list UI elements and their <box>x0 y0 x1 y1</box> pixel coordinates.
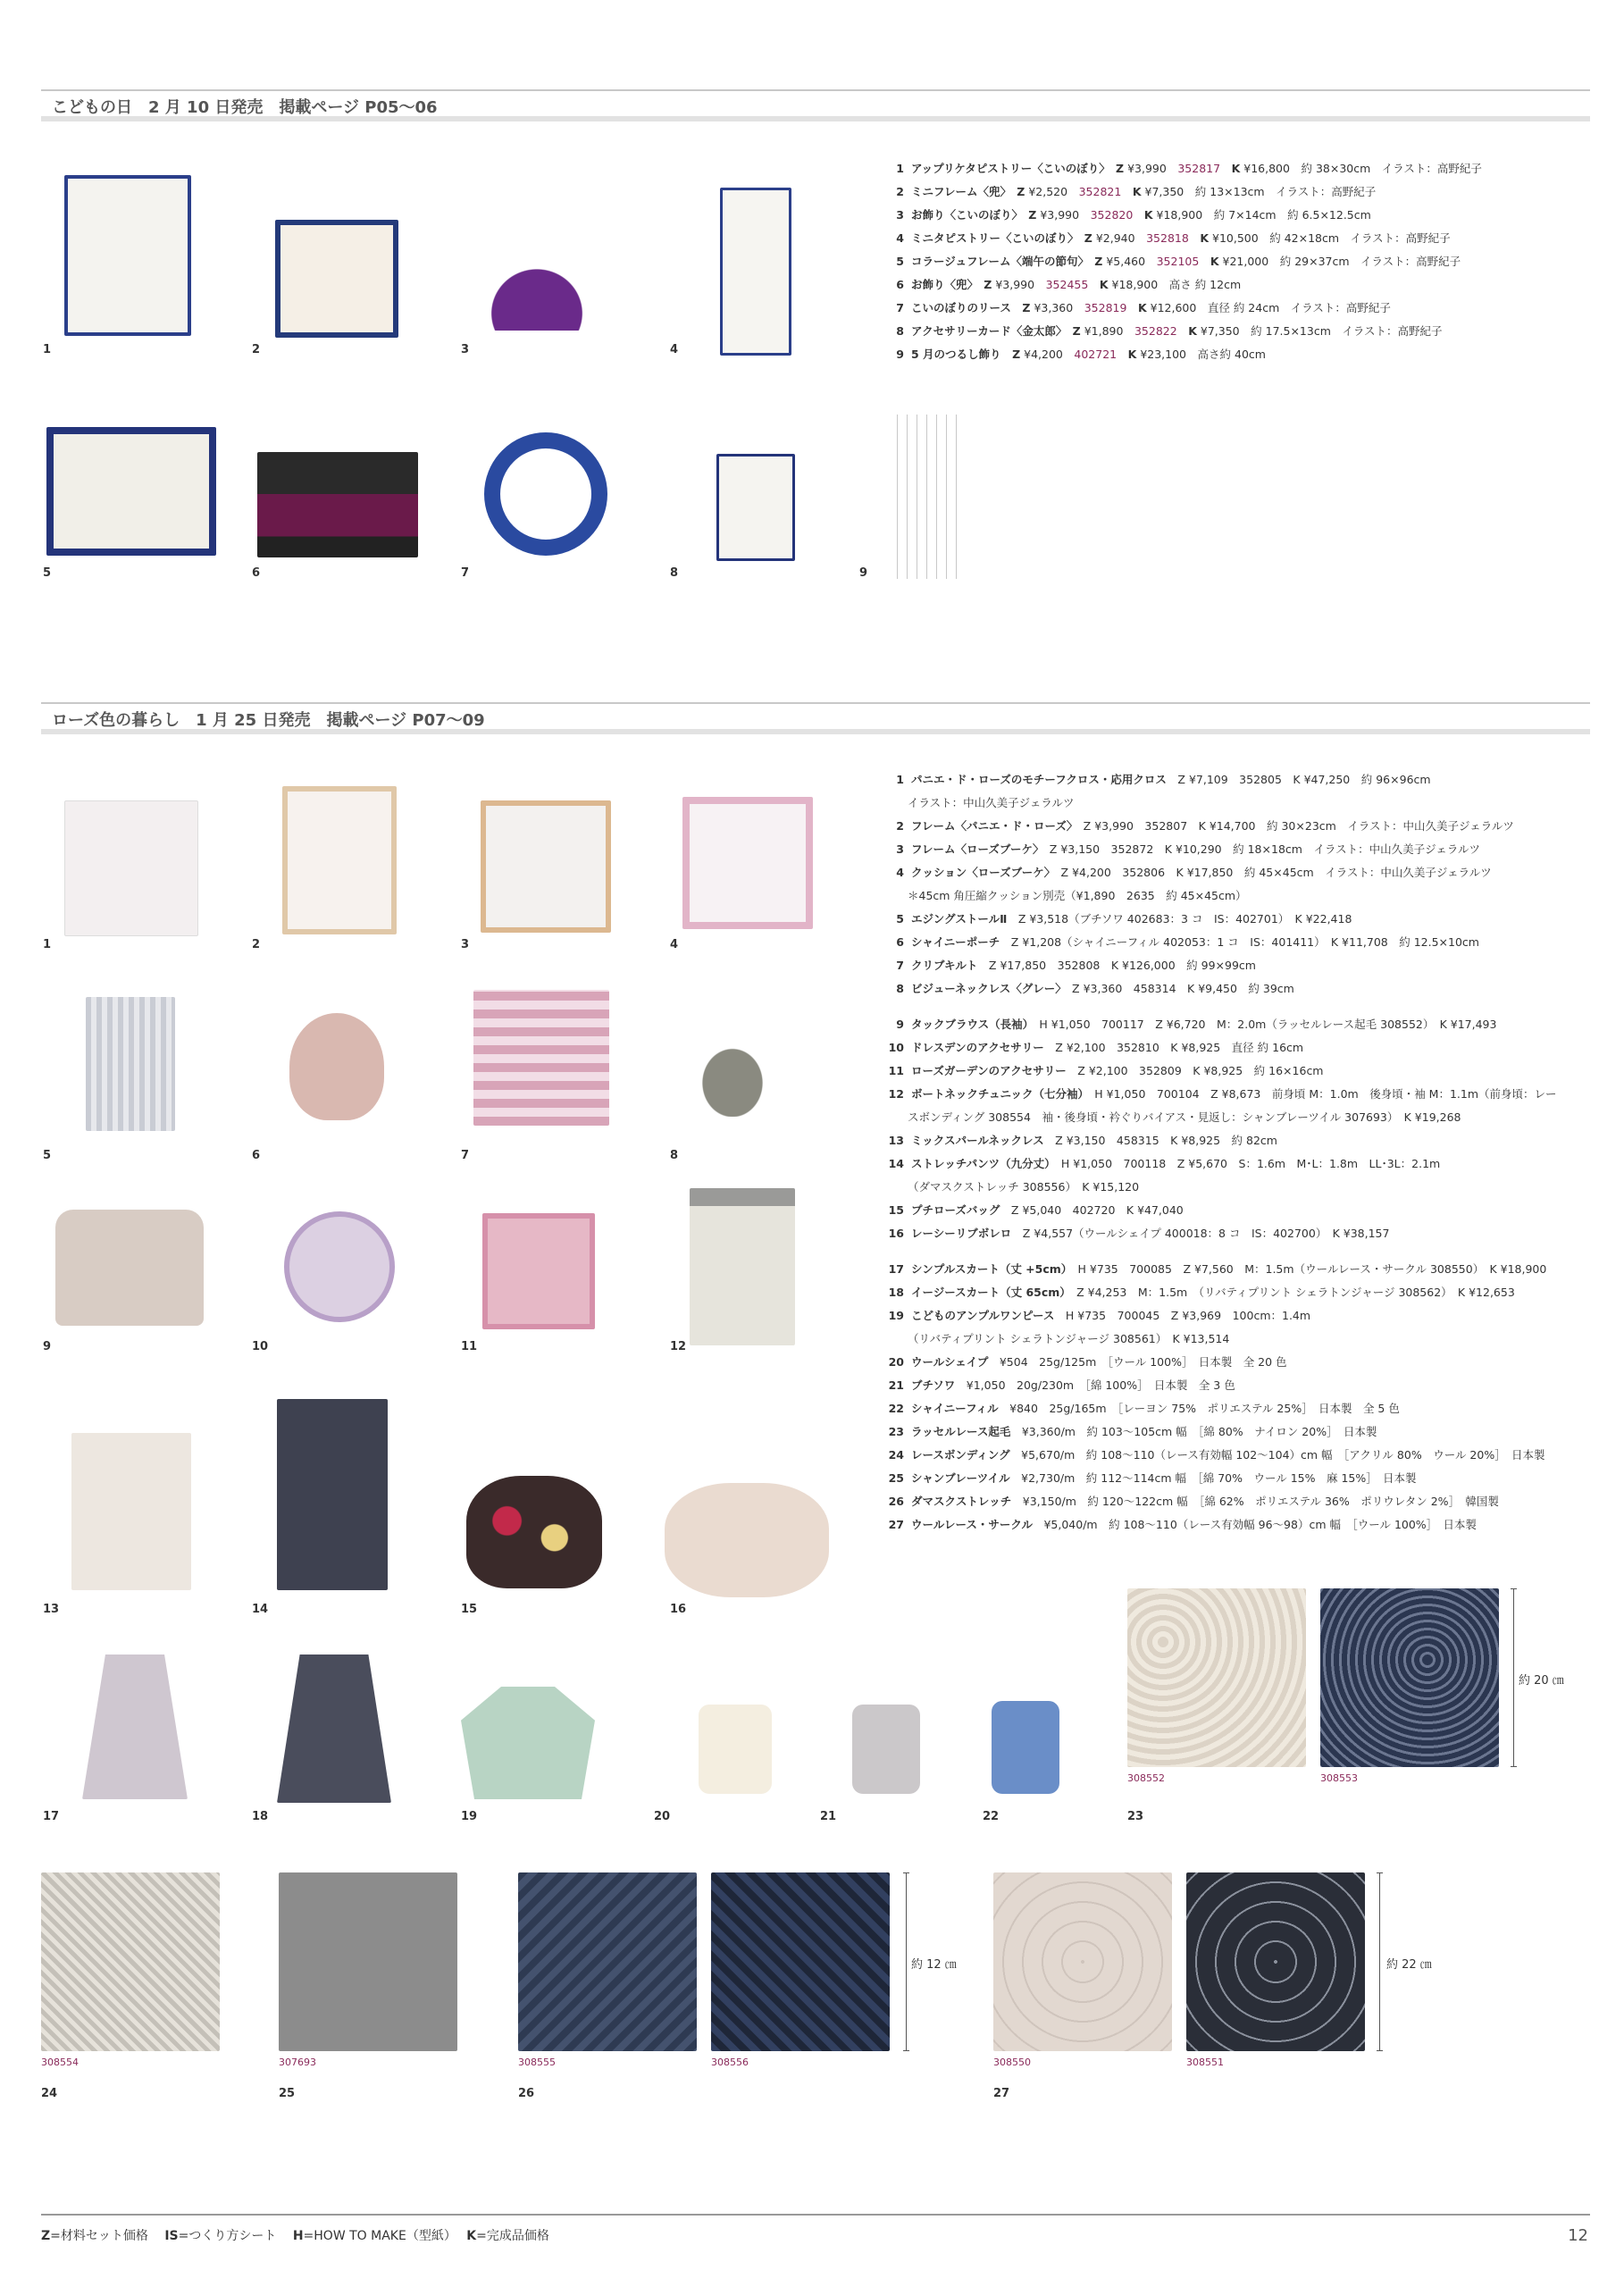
list-item: 4 クッション〈ローズブーケ〉 Z ¥4,200 352806 K ¥17,850 約 45×45cm イラスト：中山久美子ジェラルツ <box>896 866 1492 879</box>
item-number: 1 <box>43 938 52 951</box>
product-image-dresden-accessory[interactable] <box>284 1211 395 1322</box>
product-image-edging-stole[interactable] <box>86 997 175 1131</box>
product-image-simple-skirt[interactable] <box>82 1655 188 1799</box>
product-image-koinobori-wreath[interactable] <box>484 432 607 556</box>
price-legend: Z=材料セット価格 IS=つくり方シート H=HOW TO MAKE（型紙） K=完成品価格 <box>41 2229 549 2243</box>
list-item: 21 ブチソワ ¥1,050 20g/230m ［綿 100%］ 日本製 全 3 色 <box>888 1378 1235 1392</box>
product-image-collage-frame[interactable] <box>46 427 216 556</box>
list-item: 19 こどものアンプルワンピース H ¥735 700045 Z ¥3,969 100cm：1.4m <box>888 1309 1311 1322</box>
item-number: 4 <box>670 343 679 356</box>
list-item-continuation: （リバティプリント シェラトンジャージ 308561） K ¥13,514 <box>908 1332 1230 1345</box>
list-item: 14 ストレッチパンツ（九分丈） H ¥1,050 700118 Z ¥5,670 S：1.6m M･L：1.8m LL･3L：2.1m <box>888 1157 1441 1170</box>
product-image-kabuto-ornament[interactable] <box>257 452 418 557</box>
product-image-petit-rose-bag[interactable] <box>466 1476 602 1588</box>
section-header-kodomo <box>41 89 1590 121</box>
fabric-code: 308554 <box>41 2057 79 2068</box>
fabric-code: 308553 <box>1320 1772 1358 1784</box>
list-item: 20 ウールシェイプ ¥504 25g/125m ［ウール 100%］ 日本製 全 20 色 <box>888 1355 1287 1369</box>
list-item: 3 フレーム〈ローズブーケ〉 Z ¥3,150 352872 K ¥10,290 約 18×18cm イラスト：中山久美子ジェラルツ <box>896 842 1480 856</box>
product-image-stretch-pants[interactable] <box>277 1399 388 1590</box>
section-title: こどもの日 2 月 10 日発売 掲載ページ P05〜06 <box>52 98 438 117</box>
item-number: 10 <box>252 1340 269 1353</box>
fabric-code: 308552 <box>1127 1772 1165 1784</box>
list-item-continuation: （ダマスクストレッチ 308556） K ¥15,120 <box>908 1180 1140 1194</box>
list-item: 5 エジングストールⅡ Z ¥3,518（ブチソワ 402683：3 コ IS：402701） K ¥22,418 <box>896 912 1352 926</box>
product-image-kabuto-frame[interactable] <box>275 220 398 338</box>
fabric-code: 308555 <box>518 2057 556 2068</box>
item-number: 1 <box>43 343 52 356</box>
item-number: 5 <box>43 566 52 580</box>
item-number: 22 <box>983 1810 1000 1823</box>
list-item: 11 ローズガーデンのアクセサリー Z ¥2,100 352809 K ¥8,925 約 16×16cm <box>888 1064 1324 1077</box>
product-image-frame-bouquet[interactable] <box>481 800 611 933</box>
page-number: 12 <box>1568 2226 1588 2245</box>
item-number: 27 <box>993 2087 1010 2100</box>
fabric-swatch-damask-stretch-a[interactable] <box>518 1872 697 2051</box>
list-item: 1 アップリケタピストリー〈こいのぼり〉 Z ¥3,990 352817 K ¥16,800 約 38×30cm イラスト：高野紀子 <box>896 162 1482 175</box>
item-number: 2 <box>252 938 261 951</box>
list-item: 2 ミニフレーム〈兜〉 Z ¥2,520 352821 K ¥7,350 約 13×13cm イラスト：高野紀子 <box>896 185 1377 198</box>
fabric-swatch-lace-bonding[interactable] <box>41 1872 220 2051</box>
item-number: 23 <box>1127 1810 1144 1823</box>
product-image-petit-soie-yarn[interactable] <box>852 1705 920 1794</box>
product-image-accessory-card[interactable] <box>716 454 795 561</box>
item-number: 6 <box>252 1149 261 1162</box>
item-number: 9 <box>859 566 868 580</box>
fabric-swatch-raschel-lace-beige[interactable] <box>1127 1588 1306 1767</box>
item-number: 25 <box>279 2087 296 2100</box>
fabric-code: 307693 <box>279 2057 316 2068</box>
list-item: 3 お飾り〈こいのぼり〉 Z ¥3,990 352820 K ¥18,900 約 7×14cm 約 6.5×12.5cm <box>896 208 1371 222</box>
list-item: 27 ウールレース・サークル ¥5,040/m 約 108〜110（レース有効幅 96〜98）cm 幅 ［ウール 100%］ 日本製 <box>888 1518 1477 1531</box>
product-image-lacy-rib-bolero[interactable] <box>665 1483 829 1597</box>
item-number: 7 <box>461 1149 470 1162</box>
item-number: 7 <box>461 566 470 580</box>
fabric-swatch-damask-stretch-b[interactable] <box>711 1872 890 2051</box>
item-number: 20 <box>654 1810 671 1823</box>
list-item: 7 こいのぼりのリース Z ¥3,360 352819 K ¥12,600 直径 約 24cm イラスト：高野紀子 <box>896 301 1391 314</box>
item-number: 15 <box>461 1603 478 1616</box>
dimension-label: 約 12 ㎝ <box>911 1958 957 1972</box>
fabric-code: 308551 <box>1186 2057 1224 2068</box>
list-item: 6 シャイニーポーチ Z ¥1,208（シャイニーフィル 402053：1 コ IS：401411） K ¥11,708 約 12.5×10cm <box>896 935 1479 949</box>
product-image-shiny-pouch[interactable] <box>289 1013 384 1120</box>
item-number: 13 <box>43 1603 60 1616</box>
item-number: 2 <box>252 343 261 356</box>
product-image-motif-cloth[interactable] <box>64 800 198 936</box>
fabric-swatch-chambray-twill[interactable] <box>279 1872 457 2051</box>
dimension-label: 約 22 ㎝ <box>1386 1958 1432 1972</box>
item-number: 9 <box>43 1340 52 1353</box>
item-number: 6 <box>252 566 261 580</box>
product-image-tuck-blouse[interactable] <box>55 1210 204 1326</box>
list-item-continuation: ＊45cm 角圧縮クッション別売（¥1,890 2635 約 45×45cm） <box>908 889 1247 902</box>
fabric-swatch-wool-lace-circle-beige[interactable] <box>993 1872 1172 2051</box>
item-number: 24 <box>41 2087 58 2100</box>
item-number: 11 <box>461 1340 478 1353</box>
item-number: 4 <box>670 938 679 951</box>
dimension-label: 約 20 ㎝ <box>1519 1674 1564 1688</box>
section2-item-list <box>886 768 1592 1537</box>
product-image-koinobori-tapestry[interactable] <box>64 175 191 336</box>
product-image-crib-quilt[interactable] <box>473 990 609 1126</box>
product-image-bijou-necklace[interactable] <box>686 1004 802 1117</box>
list-item: 22 シャイニーフィル ¥840 25g/165m ［レーヨン 75% ポリエステル 25%］ 日本製 全 5 色 <box>888 1402 1400 1415</box>
list-item: 9 5 月のつるし飾り Z ¥4,200 402721 K ¥23,100 高さ約 40cm <box>896 348 1266 361</box>
product-image-rose-garden-accessory[interactable] <box>482 1213 595 1329</box>
item-number: 12 <box>670 1340 687 1353</box>
list-item: 2 フレーム〈パニエ・ド・ローズ〉 Z ¥3,990 352807 K ¥14,700 約 30×23cm イラスト：中山久美子ジェラルツ <box>896 819 1514 833</box>
list-item: 4 ミニタピストリー〈こいのぼり〉 Z ¥2,940 352818 K ¥10,500 約 42×18cm イラスト：高野紀子 <box>896 231 1451 245</box>
list-item: 12 ボートネックチュニック（七分袖） H ¥1,050 700104 Z ¥8,673 前身頃 M：1.0m 後身頃・袖 M：1.1m（前身頃：レー <box>888 1087 1557 1101</box>
list-item: 8 アクセサリーカード〈金太郎〉 Z ¥1,890 352822 K ¥7,350 約 17.5×13cm イラスト：高野紀子 <box>896 324 1443 338</box>
footer-rule <box>41 2214 1590 2216</box>
section-header-rose <box>41 702 1590 734</box>
dimension-bracket <box>1504 1588 1514 1767</box>
item-number: 26 <box>518 2087 535 2100</box>
fabric-swatch-wool-lace-circle-navy[interactable] <box>1186 1872 1365 2051</box>
product-image-mini-tapestry[interactable] <box>720 188 791 356</box>
list-item: 13 ミックスパールネックレス Z ¥3,150 458315 K ¥8,925 約 82cm <box>888 1134 1277 1147</box>
item-number: 17 <box>43 1810 60 1823</box>
product-image-pearl-necklace[interactable] <box>71 1433 191 1590</box>
section1-item-list <box>886 157 1592 366</box>
item-number: 8 <box>670 1149 679 1162</box>
list-item: 17 シンプルスカート（丈 +5cm） H ¥735 700085 Z ¥7,560 M：1.5m（ウールレース・サークル 308550） K ¥18,900 <box>888 1262 1547 1276</box>
list-item: 18 イージースカート（丈 65cm） Z ¥4,253 M：1.5m （リバティプリント シェラトンジャージ 308562） K ¥12,653 <box>888 1286 1515 1299</box>
section-title: ローズ色の暮らし 1 月 25 日発売 掲載ページ P07〜09 <box>52 711 485 730</box>
fabric-swatch-raschel-lace-navy[interactable] <box>1320 1588 1499 1767</box>
item-number: 19 <box>461 1810 478 1823</box>
product-image-tsurushi-kazari[interactable] <box>888 415 959 579</box>
fabric-code: 308550 <box>993 2057 1031 2068</box>
item-number: 16 <box>670 1603 687 1616</box>
item-number: 18 <box>252 1810 269 1823</box>
product-image-boatneck-tunic[interactable] <box>690 1188 795 1345</box>
list-item: 7 クリブキルト Z ¥17,850 352808 K ¥126,000 約 99×99cm <box>896 959 1256 972</box>
list-item: 9 タックブラウス（長袖） H ¥1,050 700117 Z ¥6,720 M：2.0m（ラッセルレース起毛 308552） K ¥17,493 <box>896 1018 1497 1031</box>
product-image-kids-dress[interactable] <box>461 1687 595 1799</box>
list-item: 24 レースボンディング ¥5,670/m 約 108〜110（レース有効幅 102〜104）cm 幅 ［アクリル 80% ウール 20%］ 日本製 <box>888 1448 1545 1462</box>
list-item: 1 パニエ・ド・ローズのモチーフクロス・応用クロス Z ¥7,109 352805 K ¥47,250 約 96×96cm <box>896 773 1431 786</box>
item-number: 8 <box>670 566 679 580</box>
product-image-easy-skirt[interactable] <box>277 1655 391 1803</box>
dimension-bracket <box>897 1872 907 2051</box>
list-item: 23 ラッセルレース起毛 ¥3,360/m 約 103〜105cm 幅 ［綿 80% ナイロン 20%］ 日本製 <box>888 1425 1377 1438</box>
list-item: 26 ダマスクストレッチ ¥3,150/m 約 120〜122cm 幅 ［綿 62% ポリエステル 36% ポリウレタン 2%］ 韓国製 <box>888 1495 1499 1508</box>
list-item: 8 ビジューネックレス〈グレー〉 Z ¥3,360 458314 K ¥9,450 約 39cm <box>896 982 1294 995</box>
product-image-frame-panier[interactable] <box>282 786 397 934</box>
list-item: 5 コラージュフレーム〈端午の節句〉 Z ¥5,460 352105 K ¥21,000 約 29×37cm イラスト：高野紀子 <box>896 255 1461 268</box>
product-image-wool-shape-yarn[interactable] <box>699 1705 772 1794</box>
product-image-koinobori-ornament[interactable] <box>466 245 607 331</box>
item-number: 3 <box>461 343 470 356</box>
item-number: 14 <box>252 1603 269 1616</box>
dimension-bracket <box>1370 1872 1380 2051</box>
list-item-continuation: スボンディング 308554 袖・後身頃・衿ぐりバイアス・見返し：シャンブレーツイル 307693） K ¥19,268 <box>908 1110 1461 1124</box>
list-item: 10 ドレスデンのアクセサリー Z ¥2,100 352810 K ¥8,925 直径 約 16cm <box>888 1041 1304 1054</box>
list-item: 15 プチローズバッグ Z ¥5,040 402720 K ¥47,040 <box>888 1203 1184 1217</box>
item-number: 21 <box>820 1810 837 1823</box>
item-number: 5 <box>43 1149 52 1162</box>
list-spacer <box>886 1001 1592 1013</box>
product-image-cushion[interactable] <box>682 797 813 929</box>
fabric-code: 308556 <box>711 2057 749 2068</box>
list-spacer <box>886 1245 1592 1258</box>
list-item: 16 レーシーリブボレロ Z ¥4,557（ウールシェイプ 400018：8 コ IS：402700） K ¥38,157 <box>888 1227 1390 1240</box>
product-image-shiny-fil-yarn[interactable] <box>992 1701 1059 1794</box>
list-item-continuation: イラスト：中山久美子ジェラルツ <box>908 796 1075 809</box>
item-number: 3 <box>461 938 470 951</box>
list-item: 6 お飾り〈兜〉 Z ¥3,990 352455 K ¥18,900 高さ 約 12cm <box>896 278 1242 291</box>
list-item: 25 シャンブレーツイル ¥2,730/m 約 112〜114cm 幅 ［綿 70% ウール 15% 麻 15%］ 日本製 <box>888 1471 1417 1485</box>
